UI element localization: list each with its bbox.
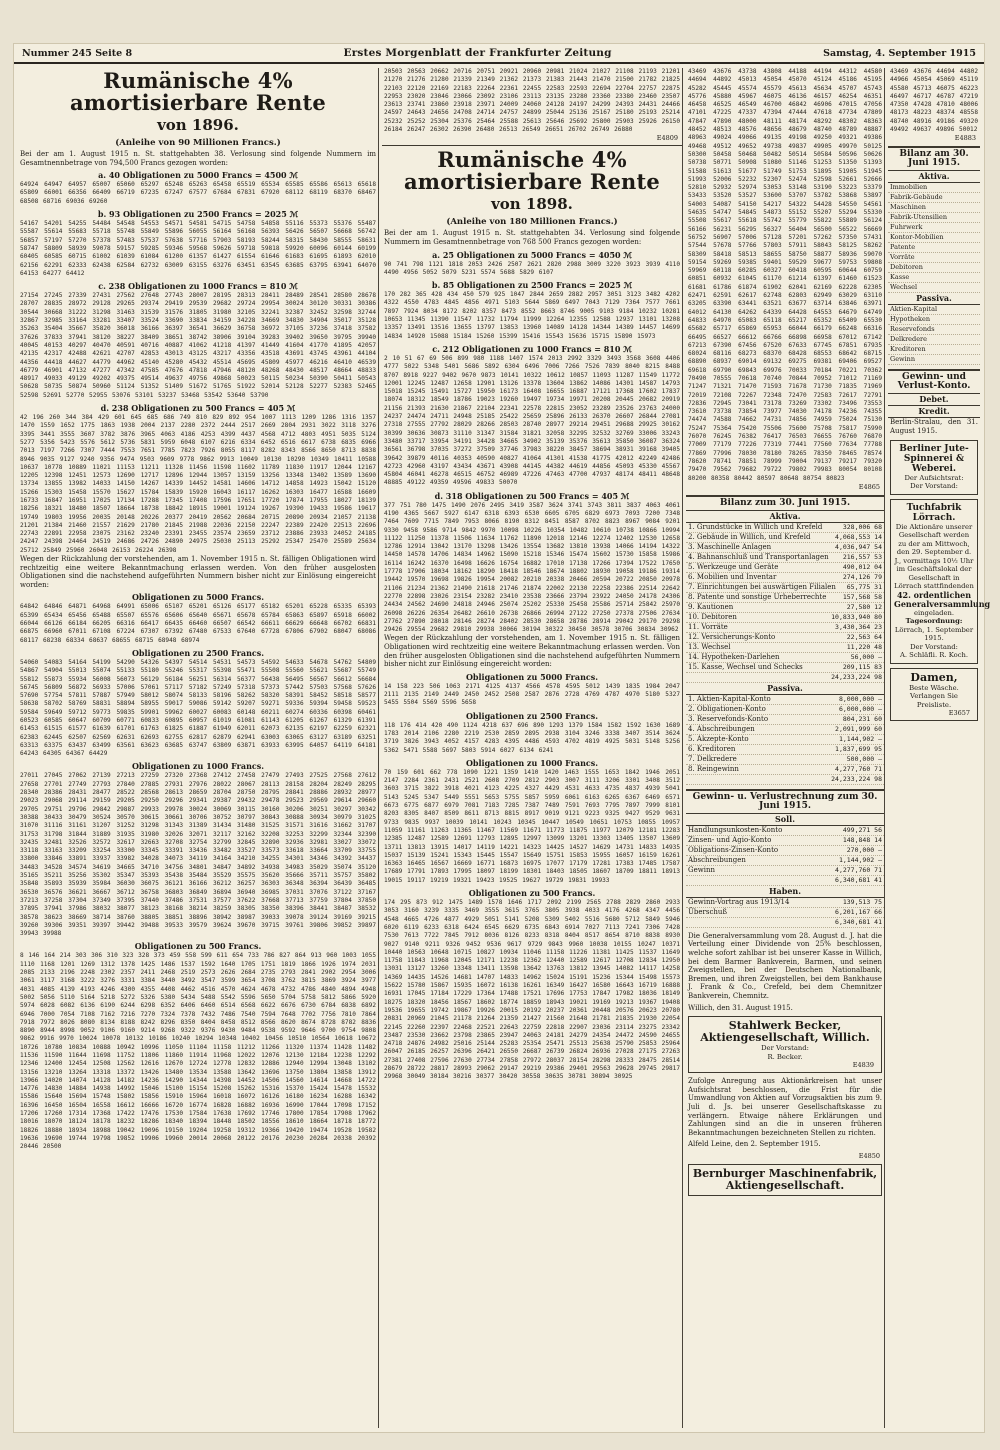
soll-rows — [686, 826, 884, 876]
number-list: 8 146 164 214 303 306 310 323 328 373 459 558 599 611 654 733 786 827 864 913 960 1003 1055 1110 1168 1201 1269 1312 1378 1425 1486 1537 1592 1640 1705 1751 1819 1866 1926 1974 2031 2085 2133 2196 2248 2302 2357 2411 2468 2519 2573 2626 2684 2735 2793 2841 2902 2954 3006 3061 3117 3168 3222 3276 3331 3384 3440 3492 3547 3599 3654 3708 3762 3815 3869 3924 3977 4031 4085 4139 4193 4246 4300 4355 4408 4462 4516 4570 4624 4678 4732 4786 4840 4894 4948 5002 5056 5110 5164 5218 5272 5326 5380 5434 5488 5542 5596 5650 5704 5758 5812 5866 5920 5974 6028 6082 6136 6190 6244 6298 6352 6406 6460 6514 6568 6622 6676 6730 6784 6838 6892 6946 7000 7054 7108 7162 7216 7270 7324 7378 7432 7486 7540 7594 7648 7702 7756 7810 7864 7918 7972 8026 8080 8134 8188 8242 8296 8350 8404 8458 8512 8566 8620 8674 8728 8782 8836 8890 8944 8998 9052 9106 9160 9214 9268 9322 9376 9430 9484 9538 9592 9646 9700 9754 9808 9862 9916 9970 10024 10078 10132 10186 10240 10294 10348 10402 10456 10510 10564 10618 10672 10726 10780 10834 10888 10942 10996 11050 11104 11158 11212 11266 11320 11374 11428 11482 11536 11590 11644 11698 11752 11806 11860 11914 11968 12022 12076 12130 12184 12238 12292 12346 12400 12454 12508 12562 12616 12670 12724 12778 12832 12886 12940 12994 13048 13102 13156 13210 13264 13318 13372 13426 13480 13534 13588 13642 13696 13750 13804 13858 13912 13966 14020 14074 14128 14182 14236 14290 14344 14398 14452 14506 14560 14614 14668 14722 14776 14830 14884 14938 14992 15046 15100 15154 15208 15262 15316 15370 15424 15478 15532 15586 15640 15694 15748 15802 15856 15910 15964 16018 16072 16126 16180 16234 16288 16342 16396 16450 16504 16558 16612 16666 16720 16774 16828 16882 16936 16990 17044 17098 17152 17206 17260 17314 17368 17422 17476 17530 17584 17638 17692 17746 17800 17854 17908 17962 18016 18070 18124 18178 18232 18286 18340 18394 18448 18502 18556 18610 18664 18718 18772 18826 18880 18934 18988 19042 19096 19150 19204 19258 19312 19366 19420 19474 19528 19582 19636 19690 19744 19798 19852 19906 19960 20014 20068 20122 20176 20230 20284 20338 20392 20446 20500 — [20, 952, 381, 1151]
old-section-heading: Obligationen zu 1000 Francs. — [465, 757, 599, 768]
ledger-amount: 8,000,000 — — [838, 694, 882, 703]
vorstand-name: R. Becker. — [767, 1052, 803, 1061]
ledger-label: 6. Kreditoren — [688, 744, 736, 753]
ledger-label: 2. Obligationen-Konto — [688, 704, 766, 713]
ledger-label: Delkredere — [890, 335, 927, 344]
newspaper-page — [14, 44, 991, 1432]
ad-stamp: E4809 — [656, 134, 678, 143]
number-list: 42 196 260 344 384 429 601 645 685 686 749 810 829 892 954 1007 1113 1209 1286 1316 1357 1470 1559 1652 1775 1863 1938 2004 2137 2280 2372 2444 2517 2669 2804 2931 3022 3118 3276 3395 3441 3555 3607 3782 3876 3965 4063 4186 4253 4399 4437 4568 4712 4803 4951 5035 5124 5277 5356 5423 5576 5612 5736 5831 5959 6048 6107 6216 6334 6452 6516 6617 6738 6835 6966 7013 7197 7266 7307 7444 7553 7651 7785 7823 7926 8055 8117 8282 8343 8566 8650 8713 8838 8946 9035 9127 9240 9356 9474 9503 9609 9778 9862 9913 10049 10130 10290 10349 10411 10588 10637 10778 10889 11021 11153 11211 11328 11456 11598 11602 11789 11830 11917 12044 12167 12205 12398 12451 12573 12690 12717 12896 12944 13057 13159 13256 13348 13402 13589 13690 13734 13855 13982 14033 14150 14267 14339 14452 14581 14606 14712 14858 14923 15042 15120 15266 15303 15458 15570 15627 15784 15839 15920 16043 16117 16262 16303 16477 16588 16609 16733 16847 16951 17025 17134 17288 17345 17408 17596 17651 17720 17874 17955 18027 18139 18256 18321 18480 18507 18664 18738 18842 18915 19001 19124 19267 19390 19433 19586 19617 19749 19803 19956 20035 20148 20226 20377 20419 20562 20684 20715 20890 20934 21057 21138 21201 21384 21460 21557 21629 21780 21845 21988 22036 22150 22247 22389 22420 22513 22696 22743 22891 22958 23075 23162 23240 23391 23455 23574 23659 23712 23886 23933 24052 24185 24247 24398 24464 24519 24686 24726 24890 24975 25030 25113 25292 25347 25470 25589 25634 25712 25849 25960 26048 26153 26224 26398 — [20, 414, 381, 554]
rente1898-subtitle: (Anleihe von 180 Millionen Francs.) — [446, 217, 618, 228]
damen-ad — [890, 668, 978, 722]
ledger-label: 2. Gebäude in Willich, und Krefeld — [688, 532, 811, 541]
ad-stamp: E4865 — [858, 482, 880, 491]
old-section-heading: Obligationen zu 5000 Francs. — [131, 592, 265, 603]
ledger-label: Überschuß — [688, 907, 728, 916]
old-section-heading: Obligationen zu 5000 Francs. — [465, 671, 599, 682]
ledger-row — [686, 908, 884, 918]
ledger-amount: 6,000,000 — — [838, 704, 882, 713]
ledger-amount: 1,837,699 95 — [835, 744, 882, 753]
old-section-heading: Obligationen zu 500 Francs. — [468, 888, 596, 899]
ledger-row — [686, 563, 884, 573]
rente1896-year: von 1896. — [157, 116, 239, 134]
column-4 — [888, 68, 991, 1428]
ledger-row — [888, 253, 980, 263]
aktiva-total: 24,233,224 98 — [831, 672, 882, 681]
ledger-row — [888, 325, 980, 335]
haben-total: 6,340,681 41 — [835, 917, 882, 926]
ledger-label: 8. Reingewinn — [688, 764, 739, 773]
ledger-label: Maschinen — [890, 203, 926, 212]
masthead-title: Erstes Morgenblatt der Frankfurter Zeitung — [343, 47, 612, 59]
ledger-row — [888, 345, 980, 355]
ledger-label: 3. Maschinelle Anlagen — [688, 542, 772, 551]
rente1898-intro: Bei der am 1. August 1915 n. St. stattgehabten 34. Verlosung sind folgende Nummern im Gesamtnennbetrage von 768 500 Francs gezogen worden: — [384, 229, 680, 246]
conversion-notice: Zufolge Anregung aus Aktionärkreisen hat unser Aufsichtsrat beschlossen, die Frist für die Umwandlung von Aktien auf Vorzugsaktien bis zum 9. Juli d. Js. bei unserer Gesellschaftskasse zu verlängern. Etwaige nähere Erklärungen und Zahlungen sind an die in unseren früheren Bekanntmachungen bezeichneten Stellen zu richten. — [688, 1077, 882, 1137]
ledger-label: Gewinn — [688, 865, 715, 874]
ledger-row — [888, 283, 980, 293]
section-heading: d. 318 Obligationen zu 500 Francs = 405 ℳ — [434, 490, 630, 501]
ledger-row — [686, 633, 884, 643]
rente1896-title: Rumänische 4% amortisierbare Rente — [70, 68, 326, 115]
section-heading: d. 238 Obligationen zu 500 Francs = 405 ℳ — [100, 403, 296, 414]
dividend-notice: Die Generalversammlung vom 28. August d. J. hat die Verteilung einer Dividende von 25% beschlossen, welche sofort zahlbar ist bei unserer Kasse in Willich, bei dem Barmer Bankverein, Barmen, und seinen Zweigstellen, bei der Deutschen Nationalbank, Bremen, und ihren Zweigstellen, bei dem Bankhause J. Frank & Co., Crefeld, bei dem Chemnitzer Bankverein, Chemnitz. — [688, 931, 882, 1000]
ledger-row — [686, 603, 884, 613]
ledger-amount: 490,012 04 — [842, 562, 882, 571]
ledger-label: Patente — [890, 243, 916, 252]
ledger-row — [686, 573, 884, 583]
ledger-label: 1. Grundstücke in Willich und Krefeld — [688, 522, 823, 531]
ledger-label: Fabrik-Gebäude — [890, 193, 943, 202]
section-heading: c. 212 Obligationen zu 1000 Francs = 810 ℳ — [432, 343, 632, 354]
ledger-amount: 4,068,553 14 — [835, 532, 882, 541]
ledger-row — [686, 543, 884, 553]
ledger-amount: 328,006 68 — [842, 522, 882, 531]
rente1898-year: von 1898. — [491, 195, 573, 214]
ledger-row — [888, 223, 980, 233]
ledger-amount: 6,201,167 66 — [835, 907, 882, 916]
ledger-label: Fuhrwerk — [890, 223, 923, 232]
ledger-row — [686, 653, 884, 663]
ledger-label: Gewinn — [890, 355, 916, 364]
aktiva-rows — [686, 523, 884, 673]
ledger-row — [686, 846, 884, 856]
passiva-heading: Passiva. — [686, 683, 884, 695]
ledger-row — [888, 305, 980, 315]
ledger-amount: 1,144,902 — — [838, 855, 882, 864]
masthead-issue: Nummer 245 Seite 8 — [22, 47, 133, 59]
ledger-amount: 1,144,902 — — [838, 734, 882, 743]
ledger-row — [686, 715, 884, 725]
ledger-label: Fabrik-Utensilien — [890, 213, 948, 222]
ledger-row — [686, 523, 884, 533]
tuchfabrik-text: Die Aktionäre unserer Gesellschaft werden zu der am Mittwoch, den 29. September d. J., vormittags 10½ Uhr im Geschäftslokal der Gesellschaft in Lörrach stattfindenden — [894, 522, 974, 591]
section-heading: b. 85 Obligationen zu 2500 Francs = 2025 ℳ — [431, 280, 633, 291]
jute-balance-title: Bilanz am 30. Juni 1915. — [888, 146, 980, 171]
ledger-amount: 209,115 83 — [842, 662, 882, 671]
ledger-amount: 4,277,760 71 — [835, 764, 882, 773]
ledger-row — [888, 335, 980, 345]
ledger-row — [686, 826, 884, 836]
ledger-label: Zinsen- und Agio-Konto — [688, 835, 772, 844]
tuchfabrik-title: Tuchfabrik Lörrach. — [906, 502, 962, 523]
ledger-row — [686, 643, 884, 653]
number-list: 27154 27245 27339 27431 27562 27648 27743 28007 28195 28313 28411 28489 28541 28580 28678 28707 28835 28972 29128 29265 29374 29419 29539 29682 29724 29954 30024 30120 30331 30386 30544 30668 31222 31298 31463 31539 31576 31805 31980 32105 32241 32387 32452 32598 32744 32867 32985 33164 33281 33407 33524 33690 33834 34159 34228 34669 34830 34904 35017 35128 35263 35404 35667 35820 36018 36166 36397 36541 36629 36758 36972 37105 37236 37418 37582 37626 37833 37941 38120 38227 38409 38651 38742 38906 39104 39283 39402 39650 39795 39940 40045 40153 40297 40470 40591 40716 40887 41062 41218 41397 41449 41604 41770 41895 42057 42135 42317 42488 42621 42707 42853 43013 43125 43217 43356 43518 43691 43745 43961 44104 44356 44418 44627 44779 44962 45140 45280 45432 45514 45695 45809 45977 46216 46410 46539 46779 46901 47132 47277 47342 47585 47676 47818 47946 48120 48268 48430 48517 48664 48833 48917 49033 49129 49202 49375 49514 49637 49756 49868 50023 50115 50234 50390 50411 50543 50628 50735 50874 50960 51124 51352 51409 51672 51765 51922 52014 52128 52277 52383 52465 52598 52691 52770 52955 53076 53101 53237 53468 53542 53640 53790 — [20, 292, 381, 399]
ledger-label: Abschreibungen — [688, 855, 746, 864]
ledger-row — [686, 695, 884, 705]
ledger-amount: 270,000 — — [846, 845, 882, 854]
ad-stamp: E4883 — [954, 134, 976, 143]
ledger-row — [888, 243, 980, 253]
ledger-amount: 499,271 56 — [842, 825, 882, 834]
old-section-heading: Obligationen zu 2500 Francs. — [465, 710, 599, 721]
bernburger-name: Bernburger Maschinenfabrik, Aktiengesellschaft. — [692, 1166, 878, 1192]
section-heading: a. 40 Obligationen zu 5000 Francs = 4500 ℳ — [98, 170, 298, 181]
masthead — [14, 44, 984, 64]
ledger-row — [686, 735, 884, 745]
ledger-label: 10. Debitoren — [688, 612, 737, 621]
ledger-label: Reservefonds — [890, 325, 935, 334]
ledger-amount: 10,833,940 80 — [831, 612, 882, 621]
balance-title: Bilanz zum 30. Juni 1915. — [686, 495, 884, 511]
jute-firm: Berliner Jute-Spinnerei & Weberei. — [899, 443, 969, 474]
jute-aktiva-rows — [888, 183, 980, 293]
ledger-label: Handlungsunkosten-Konto — [688, 825, 783, 834]
ledger-row — [686, 856, 884, 866]
jute-debet-heading: Debet. — [888, 394, 980, 406]
ledger-label: 15. Kasse, Wechsel und Schecks — [688, 662, 803, 671]
jute-ad — [890, 440, 978, 495]
passiva-total-row — [686, 775, 884, 785]
ledger-label: 7. Einrichtungen bei auswärtigen Filialen — [688, 582, 836, 591]
jute-passiva-rows — [888, 305, 980, 365]
section-heading: a. 25 Obligationen zu 5000 Francs = 4050 ℳ — [432, 249, 632, 260]
tuchfabrik-ad — [890, 499, 991, 664]
dividend-place-date: Willich, den 31. August 1915. — [688, 1003, 793, 1012]
ledger-row — [888, 315, 980, 325]
aktiva-heading: Aktiva. — [686, 511, 884, 523]
rente1896-subtitle: (Anleihe von 90 Millionen Francs.) — [115, 138, 281, 148]
divider — [382, 145, 682, 146]
number-list: 20503 20563 20662 20716 20751 20921 20960 20981 21024 21027 21108 21193 21201 21270 21276 21280 21339 21349 21362 21373 21383 21443 21470 21500 21782 21825 22103 22120 22169 22183 22264 22361 22455 22583 22593 22694 22704 22757 22875 22953 23020 23046 23066 23092 23106 23113 23135 23280 23360 23380 23460 23507 23613 23741 23860 23918 23971 24009 24060 24128 24197 24299 24393 24431 24466 24597 24643 24656 24708 24714 24757 24899 25044 25136 25167 25180 25193 25214 25232 25252 25304 25376 25464 25588 25613 25646 25692 25800 25903 25926 26150 26184 26247 26302 26390 26480 26513 26549 26651 26702 26749 26880 — [384, 68, 685, 134]
vorstand-label: Der Vorstand: — [761, 1044, 809, 1053]
ledger-row — [686, 836, 884, 846]
jute-aufsichtsrat: Der Aufsichtsrat: — [904, 473, 964, 482]
ledger-row — [686, 623, 884, 633]
ledger-label: Kontor-Mobilien — [890, 233, 944, 242]
number-list: 377 751 780 1475 1490 2076 2495 3419 3587 3624 3741 3743 3811 3837 4063 4061 4190 4365 5667 5927 6147 6318 6393 6530 6605 6705 6829 6973 7093 7200 7348 7464 7609 7715 7849 7953 8066 8190 8312 8451 8587 8702 8823 8967 9084 9201 9330 9458 9586 9714 9842 9970 10098 10226 10354 10482 10610 10738 10866 10994 11122 11250 11378 11506 11634 11762 11890 12018 12146 12274 12402 12530 12658 12786 12914 13042 13170 13298 13426 13554 13682 13810 13938 14066 14194 14322 14450 14578 14706 14834 14962 15090 15218 15346 15474 15602 15730 15858 15986 16114 16242 16370 16498 16626 16754 16882 17010 17138 17266 17394 17522 17650 17778 17906 18034 18162 18290 18418 18546 18674 18802 18930 19058 19186 19314 19442 19570 19698 19826 19954 20082 20210 20338 20466 20594 20722 20850 20978 21106 21234 21362 21490 21618 21746 21874 22002 22130 22258 22386 22514 22642 22770 22898 23026 23154 23282 23410 23538 23666 23794 23922 24050 24178 24306 24434 24562 24690 24818 24946 25074 25202 25330 25458 25586 25714 25842 25970 26098 26226 26354 26482 26610 26738 26866 26994 27122 27250 27378 27506 27634 27762 27890 28018 28146 28274 28402 28530 28658 28786 28914 29042 29170 29298 29426 29554 29682 29810 29938 30066 30194 30322 30450 30578 30706 30834 30962 — [384, 501, 685, 634]
section-heading: c. 238 Obligationen zu 1000 Francs = 810 ℳ — [98, 281, 298, 292]
number-list: 2 10 51 67 69 506 899 980 1188 1407 1574 2013 2992 3329 3493 3568 3608 4406 4777 5022 5348 5401 5686 5892 6304 6496 7006 7266 7526 7839 8040 8215 8488 8707 8918 9227 9402 9670 9873 10141 10322 10612 10857 11093 11287 11549 11772 12001 12245 12487 12658 12901 13126 13378 13604 13862 14086 14301 14587 14793 15018 15245 15491 15727 15950 16173 16408 16655 16887 17121 17368 17602 17837 18074 18312 18549 18786 19023 19260 19497 19734 19971 20208 20445 20682 20919 21156 21393 21630 21867 22104 22341 22578 22815 23052 23289 23526 23763 24000 24237 24474 24711 24948 25185 25422 25659 25896 26133 26370 26607 26844 27081 27318 27555 27792 28029 28266 28503 28740 28977 29214 29451 29688 29925 30162 30399 30636 30873 31110 31347 31584 31821 32058 32295 32532 32769 33006 33243 33480 33717 33954 34191 34428 34665 34902 35139 35376 35613 35850 36087 36324 36561 36798 37035 37272 37509 37746 37983 38220 38457 38694 38931 39168 39405 39642 39879 40116 40353 40590 40827 41064 41301 41538 41775 42012 42249 42486 42723 42960 43197 43434 43671 43908 44145 44382 44619 44856 45093 45330 45567 45804 46041 46278 46515 46752 46989 47226 47463 47700 47937 48174 48411 48648 48885 49122 49359 49596 49833 50070 — [384, 354, 685, 487]
number-list: 43469 43676 43738 43808 44188 44194 44312 44580 44694 44892 45013 45054 45070 45124 45186 45195 45282 45445 45574 45579 45613 45634 45707 45743 45776 45880 45967 46075 46136 46157 46254 46351 46458 46525 46549 46700 46842 46906 47015 47056 47101 47225 47337 47394 47444 47618 47734 47809 47847 47890 48000 48111 48174 48292 48302 48363 48452 48513 48576 48656 48679 48740 48789 48887 48963 49024 49066 49135 49198 49250 49321 49386 49468 49512 49652 49738 49837 49905 49970 50125 50300 50458 50468 50482 50514 50584 50596 50626 50738 50771 50908 51080 51146 51253 51350 51393 51588 51613 51677 51749 51753 51895 51905 51945 51993 52006 52232 52307 52474 52598 52661 52666 52810 52932 52974 53053 53148 53190 53223 53379 53433 53520 53527 53600 53707 53782 53868 53897 54003 54087 54150 54217 54322 54428 54550 54561 54635 54747 54845 54873 55152 55207 55294 55330 55508 55617 55618 55742 55779 55822 55889 56124 56166 56231 56295 56327 56404 56500 56522 56669 56752 56907 57006 57128 57201 57262 57350 57431 57544 57678 57766 57803 57911 58043 58125 58262 58309 58418 58513 58655 58750 58877 58936 59070 59154 59269 59385 59401 59529 59677 59753 59808 59969 60118 60285 60327 60418 60595 60644 60759 60851 60932 61045 61170 61214 61397 61460 61523 61681 61786 61874 61902 62041 62169 62228 62305 62471 62591 62617 62748 62803 62949 63029 63110 63205 63390 63441 63521 63677 63714 63846 63971 64012 64130 64262 64339 64428 64553 64679 64749 64833 64970 65083 65118 65217 65352 65409 65530 65682 65717 65869 65953 66044 66179 66248 66316 66495 66527 66612 66766 66898 66958 67012 67142 67213 67390 67456 67520 67633 67745 67851 67935 68024 68116 68273 68370 68428 68553 68642 68715 68890 68937 69014 69132 69275 69381 69406 69527 69618 69790 69843 69976 70033 70184 70221 70362 70490 70555 70618 70740 70844 70952 71012 71169 71247 71321 71470 71593 71678 71730 71835 71969 72019 72108 72267 72348 72470 72583 72617 72791 72836 72945 73041 73178 73269 73302 73496 73553 73610 73738 73854 73977 74030 74178 74236 74355 74474 74588 74662 74731 74856 74959 75024 75130 75247 75364 75420 75506 75600 75708 75817 75990 76070 76245 76382 76417 76503 76655 76760 76870 77009 77179 77226 77319 77441 77560 77634 77788 77869 77996 78030 78180 78265 78350 78465 78574 78620 78741 78851 78999 79004 79137 79217 79320 79470 79562 79682 79722 79802 79983 80054 80108 80200 80358 80442 80597 80648 80754 80823 — [688, 68, 887, 482]
column-1 — [18, 68, 379, 1428]
ledger-label: 8. Patente und sonstige Urheberrechte — [688, 592, 827, 601]
ledger-label: 4. Abschreibungen — [688, 724, 755, 733]
number-list: 118 176 414 420 490 1124 4218 637 696 890 1293 1379 1584 1582 1592 1630 1689 1783 2014 2106 2280 2219 2530 2859 2895 2938 3104 3246 3338 3407 3514 3624 3719 3826 3943 4052 4157 4283 4395 4486 4593 4702 4819 4925 5031 5148 5256 5362 5471 5588 5697 5803 5914 6027 6134 6241 — [384, 721, 685, 754]
column-2 — [382, 68, 683, 1428]
ledger-label: 13. Wechsel — [688, 642, 731, 651]
ledger-amount: 804,231 60 — [842, 714, 882, 723]
jute-guv-title: Gewinn- und Verlust-Konto. — [888, 369, 980, 394]
column-3 — [686, 68, 885, 1428]
ledger-row — [686, 663, 884, 673]
balance-sheet — [686, 495, 884, 928]
jute-vorstand: Der Vorstand: — [910, 482, 958, 491]
ledger-amount: 157,568 58 — [842, 592, 882, 601]
rente1896-intro: Bei der am 1. August 1915 n. St. stattgehabten 38. Verlosung sind folgende Nummern im Gesamtnennbetrage von 794,500 Francs gezogen worden: — [20, 150, 376, 167]
number-list: 70 159 601 662 778 1090 1221 1359 1410 1420 1463 1555 1653 1842 1946 2051 2147 2284 2361 2431 2521 2608 2709 2812 2903 3007 3111 3206 3301 3408 3512 3603 3715 3822 3918 4021 4123 4225 4327 4429 4531 4633 4735 4837 4939 5041 5143 5245 5347 5449 5551 5653 5755 5857 5959 6061 6163 6265 6367 6469 6571 6673 6775 6877 6979 7081 7183 7285 7387 7489 7591 7693 7795 7897 7999 8101 8203 8305 8407 8509 8611 8713 8815 8917 9019 9121 9223 9325 9427 9529 9631 9733 9835 9937 10039 10141 10243 10345 10447 10549 10651 10753 10855 10957 11059 11161 11263 11365 11467 11569 11671 11773 11875 11977 12079 12181 12283 12385 12487 12589 12691 12793 12895 12997 13099 13201 13303 13405 13507 13609 13711 13813 13915 14017 14119 14221 14323 14425 14527 14629 14731 14833 14935 15037 15139 15241 15343 15445 15547 15649 15751 15853 15955 16057 16159 16261 16363 16465 16567 16669 16771 16873 16975 17077 17179 17281 17383 17485 17587 17689 17791 17893 17995 18097 18199 18301 18403 18505 18607 18709 18811 18913 19015 19117 19219 19321 19423 19525 19627 19729 19831 19933 — [384, 768, 685, 884]
ledger-label: Wechsel — [890, 283, 918, 292]
number-list: 90 741 798 1121 1818 2053 2426 2507 2621 2820 2988 3009 3220 3923 3939 4110 4490 4956 5052 5079 5231 5574 5688 5829 6107 — [384, 260, 685, 276]
ledger-label: 4. Bahnanschluß und Transportanlagen — [688, 552, 829, 561]
ledger-amount: 4,036,947 54 — [835, 542, 882, 551]
ledger-label: 9. Kautionen — [688, 602, 734, 611]
haben-total-row — [686, 918, 884, 928]
haben-rows — [686, 898, 884, 918]
ledger-label: 11. Vorräte — [688, 622, 728, 631]
ledger-amount: 216,557 53 — [842, 552, 882, 561]
ledger-label: Aktien-Kapital — [890, 305, 938, 314]
ledger-row — [888, 213, 980, 223]
soll-total-row — [686, 876, 884, 886]
ledger-label: 5. Akzepte-Konto — [688, 734, 749, 743]
rente1896-recall-note: Wegen der Rückzahlung der vorstehenden, am 1. November 1915 n. St. fälligen Obligationen wird rechtzeitig eine weitere Bekanntmachung erlassen werden. Von den früher ausgelosten Obligationen sind die nachstehend aufgeführten Nummern bisher nicht zur Einlösung eingereicht worden: — [20, 555, 376, 589]
ledger-row — [686, 755, 884, 765]
ledger-label: 7. Delkredere — [688, 754, 737, 763]
ledger-row — [686, 705, 884, 715]
number-list: 170 282 365 428 434 450 579 925 1047 2844 2659 2882 2957 3051 3123 3482 4202 4322 4550 4783 4845 4856 4971 5103 5644 5869 6497 7043 7129 7364 7577 7661 7897 7924 8034 8172 8202 8357 8473 8552 8663 8746 9005 9103 9184 10232 10281 10653 11345 11390 11547 11732 11794 11999 12264 12355 12588 12937 13101 13208 13357 13491 13516 13655 13797 13853 13960 14089 14128 14344 14389 14457 14699 14834 14920 15088 15184 15260 15399 15416 15543 15636 15715 15890 15973 — [384, 291, 685, 340]
number-list: 54167 54201 54255 54484 54548 54553 54571 54581 54715 54758 54858 55116 55373 55376 55487 55587 55614 55683 55718 55748 55849 55896 56055 56164 56168 56393 56426 56507 56668 56742 56857 57197 57270 57378 57483 57537 57638 57716 57903 58193 58244 58315 58430 58555 58631 58747 58809 58939 59078 59157 59285 59346 59568 59626 59718 59818 59920 60096 60144 60199 60405 60585 60715 61002 61039 61084 61200 61357 61427 61554 61646 61683 61695 61893 62010 62156 62291 62333 62438 62584 62732 63009 63155 63276 63451 63545 63685 63795 63941 64070 64153 64277 64412 — [20, 220, 381, 277]
ledger-row — [686, 533, 884, 543]
section-heading: b. 93 Obligationen zu 2500 Francs = 2025 ℳ — [97, 209, 299, 220]
jute-city: Berlin-Stralau, den 31. August 1915. — [890, 418, 978, 435]
conversion-place: Alfeld Leine, den 2. September 1915. — [688, 1140, 821, 1149]
ad-stamp: E4839 — [852, 1061, 874, 1070]
rente1898-recall-note: Wegen der Rückzahlung der vorstehenden, am 1. November 1915 n. St. fälligen Obligationen wird rechtzeitig eine weitere Bekanntmachung erlassen werden. Von den früher ausgelosten Obligationen sind die nachstehend aufgeführten Nummern bisher nicht zur Einlösung eingereicht worden: — [384, 634, 680, 669]
ledger-label: Gewinn-Vortrag aus 1913/14 — [688, 897, 790, 906]
ledger-row — [888, 233, 980, 243]
ledger-row — [686, 898, 884, 908]
jute-aktiva-heading: Aktiva. — [888, 171, 980, 183]
number-list: 174 295 873 912 1475 1489 1578 1646 1717 2092 2199 2565 2788 2829 2860 2933 3053 3160 3239 3335 3469 3555 3615 3765 3805 3938 4033 4176 4268 4347 4456 4548 4665 4726 4877 4929 5051 5141 5208 5309 5402 5516 5680 5712 5849 5946 6020 6119 6233 6318 6424 6545 6629 6735 6843 6914 7027 7113 7241 7306 7428 7530 7613 7722 7845 7912 8036 8126 8233 8318 8404 8517 8654 8710 8838 8930 9027 9140 9211 9326 9452 9536 9617 9729 9843 9960 10038 10155 10247 10371 10440 10563 10648 10715 10827 10934 11046 11158 11226 11381 11425 11537 11649 11758 11843 11968 12045 12171 12238 12362 12440 12589 12617 12708 12834 12950 13031 13127 13260 13348 13411 13598 13642 13763 13812 13945 14082 14117 14258 14369 14435 14526 14681 14707 14833 14962 15024 15191 15236 15344 15498 15573 15622 15780 15867 15935 16072 16138 16261 16349 16427 16580 16643 16719 16888 16931 17045 17184 17229 17364 17488 17521 17696 17753 17847 17982 18036 18149 18275 18320 18456 18567 18602 18774 18859 18943 19021 19169 19213 19367 19408 19536 19655 19742 19867 19926 20015 20192 20237 20361 20448 20576 20623 20780 20831 20969 21045 21178 21264 21359 21427 21560 21648 21781 21835 21930 22054 22145 22260 22397 22468 22521 22643 22759 22818 22907 23036 23114 23275 23342 23487 23530 23662 23798 23865 23947 24063 24181 24279 24354 24472 24590 24655 24718 24876 24982 25016 25144 25283 25354 25471 25513 25638 25790 25853 25964 26047 26185 26257 26396 26421 26550 26687 26739 26824 26936 27028 27175 27263 27381 27408 27596 27630 27734 27858 27972 28037 28154 28298 28333 28475 28514 28679 28722 28817 28993 29062 29147 29219 29386 29401 29563 29628 29745 29817 29968 30049 30184 30216 30377 30420 30558 30635 30781 30894 30925 — [384, 899, 685, 1081]
ad-stamp: E4850 — [858, 1151, 880, 1160]
tuchfabrik-agenda: Tagesordnung: — [905, 617, 963, 626]
ledger-row — [888, 273, 980, 283]
soll-total: 6,340,681 41 — [835, 875, 882, 884]
ledger-amount: 65,775 31 — [846, 582, 882, 591]
bernburger-ad — [688, 1164, 882, 1196]
ad-stamp: E3657 — [948, 709, 970, 718]
company-ad — [688, 1016, 882, 1073]
ledger-row — [686, 593, 884, 603]
number-list: 43469 43676 44694 44802 44966 45054 45069 45119 45580 45713 46075 46223 46497 46717 46787 47219 47350 47428 47810 48006 48173 48223 48374 48558 48740 48916 49186 49320 49492 49637 49896 50012 — [890, 68, 983, 134]
ledger-amount: 139,513 75 — [842, 897, 882, 906]
ledger-amount: 22,563 64 — [846, 632, 882, 641]
masthead-date: Samstag, 4. September 1915 — [823, 47, 976, 59]
company-name: Stahlwerk Becker, Aktiengesellschaft, Willich. — [700, 1019, 870, 1045]
tuchfabrik-names: A. Schläfli. R. Koch. — [899, 651, 969, 660]
ledger-label: 12. Versicherungs-Konto — [688, 632, 776, 641]
rente1898-title: Rumänische 4% amortisierbare Rente — [404, 147, 660, 195]
number-list: 27011 27045 27062 27139 27213 27259 27320 27368 27412 27458 27479 27493 27525 27568 27612 27658 27701 27749 27793 27840 27885 27931 27976 28022 28067 28113 28158 28204 28249 28295 28340 28386 28431 28477 28522 28568 28613 28659 28704 28750 28795 28841 28886 28932 28977 29023 29068 29114 29159 29205 29250 29296 29341 29387 29432 29478 29523 29569 29614 29660 29705 29751 29796 29842 29887 29933 29978 30024 30069 30115 30160 30206 30251 30297 30342 30388 30433 30479 30524 30570 30615 30661 30706 30752 30797 30843 30888 30934 30979 31025 31070 31116 31161 31207 31252 31298 31343 31389 31434 31480 31525 31571 31616 31662 31707 31753 31798 31844 31889 31935 31980 32026 32071 32117 32162 32208 32253 32299 32344 32390 32435 32481 32526 32572 32617 32663 32708 32754 32799 32845 32890 32936 32981 33027 33072 33118 33163 33209 33254 33300 33345 33391 33436 33482 33527 33573 33618 33664 33709 33755 33800 33846 33891 33937 33982 34028 34073 34119 34164 34210 34255 34301 34346 34392 34437 34483 34528 34574 34619 34665 34710 34756 34801 34847 34892 34938 34983 35029 35074 35120 35165 35211 35256 35302 35347 35393 35438 35484 35529 35575 35620 35666 35711 35757 35802 35848 35893 35939 35984 36030 36075 36121 36166 36212 36257 36303 36348 36394 36439 36485 36530 36576 36621 36667 36712 36758 36803 36849 36894 36940 36985 37031 37076 37122 37167 37213 37258 37304 37349 37395 37440 37486 37531 37577 37622 37668 37713 37759 37804 37850 37895 37941 37986 38032 38077 38123 38168 38214 38259 38305 38350 38396 38441 38487 38532 38578 38623 38669 38714 38760 38805 38851 38896 38942 38987 39033 39078 39124 39169 39215 39260 39306 39351 39397 39442 39488 39533 39579 39624 39670 39715 39761 39806 39852 39897 39943 39988 — [20, 772, 381, 938]
jute-balance — [888, 146, 980, 418]
ledger-row — [686, 613, 884, 623]
ledger-row — [888, 183, 980, 193]
number-list: 64842 64846 64871 64968 64991 65006 65107 65201 65126 65177 65182 65201 65228 65335 65393 65399 65434 65456 65488 65507 65576 65606 65640 65671 65678 65784 65863 65897 65918 66002 66044 66126 66184 66205 66316 66417 66435 66460 66507 66542 66611 66629 66648 66702 66831 66875 66960 67011 67108 67224 67307 67392 67480 67533 67640 67728 67806 67902 68047 68086 68117 68238 68334 68637 68655 68715 68948 68974 — [20, 603, 381, 644]
ledger-row — [686, 583, 884, 593]
number-list: 54060 54083 54164 54199 54290 54326 54397 54514 54531 54573 54592 54633 54678 54762 54809 54867 54904 55013 55074 55133 55180 55246 55317 55398 55471 55508 55560 55621 55687 55749 55812 55873 55934 56008 56073 56129 56184 56251 56314 56377 56438 56495 56567 56612 56684 56745 56809 56872 56933 57006 57061 57117 57182 57249 57318 57373 57442 57503 57568 57626 57690 57754 57811 57887 57949 58012 58074 58133 58196 58262 58320 58391 58452 58518 58577 58638 58702 58769 58831 58894 58955 59017 59086 59142 59207 59271 59336 59394 59458 59523 59584 59649 59712 59773 59835 59901 59962 60027 60083 60148 60211 60274 60336 60398 60461 60523 60585 60647 60709 60771 60833 60895 60957 61019 61081 61143 61205 61267 61329 61391 61453 61515 61577 61639 61701 61763 61825 61887 61949 62011 62073 62135 62197 62259 62321 62383 62445 62507 62569 62631 62693 62755 62817 62879 62941 63003 63065 63127 63189 63251 63313 63375 63437 63499 63561 63623 63685 63747 63809 63871 63933 63995 64057 64119 64181 64243 64305 64367 64429 — [20, 658, 381, 758]
ledger-row — [686, 866, 884, 876]
ledger-row — [686, 745, 884, 755]
jute-passiva-heading: Passiva. — [888, 293, 980, 305]
ledger-label: Kreditoren — [890, 345, 926, 354]
ledger-row — [888, 263, 980, 273]
ledger-amount: 274,126 79 — [842, 572, 882, 581]
ledger-amount: 3,430,364 23 — [835, 622, 882, 631]
ledger-label: Kasse — [890, 273, 910, 282]
soll-heading: Soll. — [686, 814, 884, 826]
old-section-heading: Obligationen zu 2500 Francs. — [131, 647, 265, 658]
ledger-row — [686, 553, 884, 563]
ledger-row — [888, 193, 980, 203]
tuchfabrik-number: 42. ordentlichen Generalversammlung — [894, 589, 991, 609]
ledger-amount: 56,000 — — [850, 652, 882, 661]
aktiva-total-row — [686, 673, 884, 683]
ledger-amount: 148,848 14 — [842, 835, 882, 844]
ledger-amount: 27,580 12 — [846, 602, 882, 611]
tuchfabrik-vorstand: Der Vorstand: — [910, 642, 958, 651]
ledger-row — [888, 203, 980, 213]
ledger-amount: 4,277,760 71 — [835, 865, 882, 874]
number-list: 64924 64947 64957 65007 65060 65297 65248 65263 65458 65519 65534 65585 65586 65613 65618 65809 66001 66356 66409 66719 67235 67247 67577 67684 67831 67920 68112 68119 68370 68467 68508 68716 69036 69260 — [20, 181, 381, 205]
passiva-rows — [686, 695, 884, 775]
ledger-label: 5. Werkzeuge und Geräte — [688, 562, 779, 571]
ledger-amount: 500,000 — — [846, 754, 882, 763]
damen-text: Beste Wäsche. Verlangen Sie Preisliste. — [909, 683, 959, 709]
number-list: 14 158 223 506 1063 2171 4125 4137 4566 4578 4595 5012 1439 1835 1984 2047 2111 2135 2149 2449 2450 2452 2508 2587 2876 2728 4769 4787 4970 5180 5327 5455 5504 5569 5596 5658 — [384, 682, 685, 707]
ledger-label: 14. Hypotheken-Darlehen — [688, 652, 780, 661]
old-section-heading: Obligationen zu 500 Francs. — [134, 941, 262, 952]
ledger-amount: 2,091,999 60 — [835, 724, 882, 733]
ledger-amount: 11,220 48 — [846, 642, 882, 651]
guv-title: Gewinn- u. Verlustrechnung zum 30. Juni 1915. — [686, 789, 884, 814]
ledger-row — [888, 355, 980, 365]
ledger-label: Obligations-Zinsen-Konto — [688, 845, 779, 854]
ledger-label: Vorräte — [890, 253, 915, 262]
ledger-label: 3. Reservefonds-Konto — [688, 714, 769, 723]
ledger-label: Debitoren — [890, 263, 923, 272]
ledger-row — [686, 725, 884, 735]
ledger-label: Hypotheken — [890, 315, 931, 324]
tuchfabrik-place: Lörrach, 1. September 1915. — [894, 625, 974, 643]
jute-kredit-heading: Kredit. — [888, 406, 980, 418]
haben-heading: Haben. — [686, 886, 884, 898]
ledger-label: 6. Mobilien und Inventar — [688, 572, 777, 581]
ledger-label: Immobilien — [890, 183, 928, 192]
passiva-total: 24,233,224 98 — [831, 774, 882, 783]
damen-title: Damen, — [910, 670, 958, 684]
ledger-row — [686, 765, 884, 775]
ledger-label: 1. Aktien-Kapital-Konto — [688, 694, 771, 703]
tuchfabrik-sub: eingeladen. — [913, 608, 955, 617]
old-section-heading: Obligationen zu 1000 Francs. — [131, 761, 265, 772]
